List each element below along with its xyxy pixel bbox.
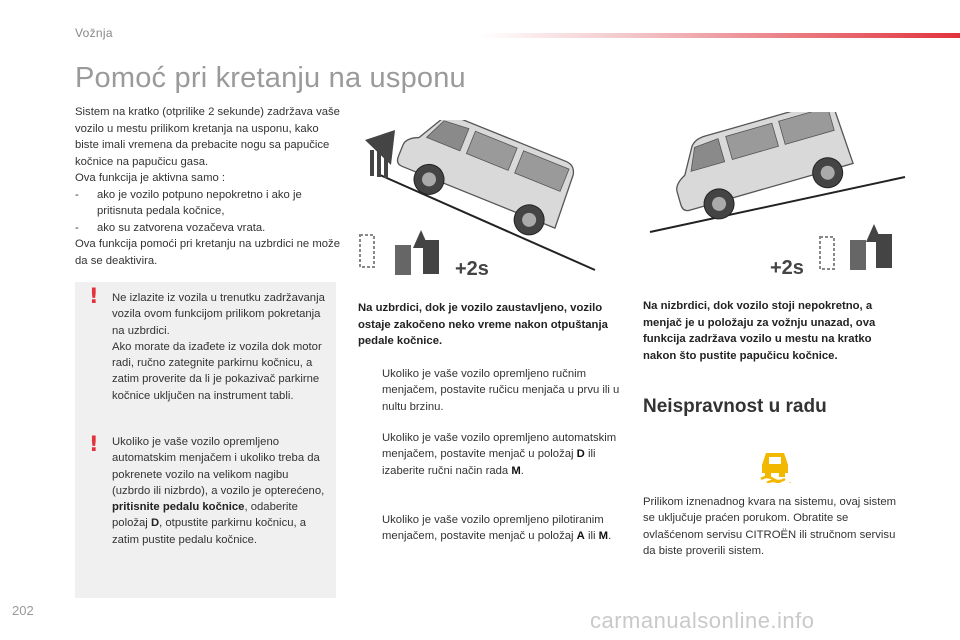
- warning-icon: !: [89, 432, 99, 456]
- downhill-caption: Na nizbrdici, dok vozilo stoji nepokretno, a menjač je u položaju za vožnju unazad, ova funkcija zadržava vozilo u mestu na kratko nakon što pustite papučicu kočnice.: [643, 300, 876, 362]
- intro-condition-item: - ako je vozilo potpuno nepokretno i ako je pritisnuta pedala kočnice,: [75, 188, 302, 217]
- bullet-piloted-gearbox: Ukoliko je vaše vozilo opremljeno pilotiranim menjačem, postavite menjač u položaj A ili M.: [358, 512, 620, 545]
- uphill-caption: Na uzbrdici, dok je vozilo zaustavljeno, vozilo ostaje zakočeno neko vreme nakon otpuštanja pedale kočnice.: [358, 302, 608, 347]
- bullet-icon: [358, 512, 382, 545]
- intro-note: Ova funkcija pomoći pri kretanju na uzbrdici ne može da se deaktivira.: [75, 238, 340, 267]
- pedal-icon: [820, 224, 892, 270]
- intro-condition-heading: Ova funkcija je aktivna samo :: [75, 172, 226, 184]
- uphill-timer-badge: +2s: [455, 258, 489, 280]
- intro-condition-item: - ako su zatvorena vozačeva vrata.: [75, 221, 266, 234]
- pedal-icon: [360, 230, 439, 275]
- page-number: 202: [12, 603, 34, 618]
- warning-text-automatic: Ukoliko je vaše vozilo opremljeno automatskim menjačem i ukoliko treba da pokrenete vozilo na velikom nagibu (uzbrdo ili nizbrdo), a vozilo je opterećeno, pritisnite pedalu kočnice, odaberite položaj D, otpustite parkirnu kočnicu, a zatim pustite pedalu kočnice.: [112, 436, 325, 546]
- bullet-icon: [358, 430, 382, 479]
- section-label: Vožnja: [75, 26, 113, 40]
- bullet-manual-gearbox: Ukoliko je vaše vozilo opremljeno ručnim menjačem, postavite ručicu menjača u prvu ili u nultu brzinu.: [358, 366, 620, 415]
- intro-text: [75, 104, 340, 269]
- warning-light-icon: [757, 449, 793, 483]
- warning-text-exit: Ne izlazite iz vozila u trenutku zadržavanja vozila ovom funkcijom prilikom pokretanja na uzbrdici. Ako morate da izađete iz vozila dok motor radi, ručno zategnite parkirnu kočnicu, a zatim proverite da li je pokazivač parkirne kočnice uključen na instrument tabli.: [112, 292, 325, 402]
- uphill-car-illustration: [355, 120, 615, 288]
- intro-paragraph: Sistem na kratko (otprilike 2 sekunde) zadržava vaše vozilo u mestu prilikom kretanja na usponu, kako biste imali vremena da prebacite nogu sa papučice kočnice na papučicu gasa.: [75, 106, 340, 168]
- header-rule: [480, 33, 960, 38]
- downhill-car-illustration: [640, 112, 910, 288]
- downhill-timer-badge: +2s: [770, 257, 804, 279]
- fault-heading: Neispravnost u radu: [643, 396, 827, 417]
- fault-text: Prilikom iznenadnog kvara na sistemu, ovaj sistem se uključuje praćen porukom. Obratite se ovlašćenom servisu CITROËN ili stručnom servisu da biste proverili sistem.: [643, 496, 897, 557]
- page-title: Pomoć pri kretanju na usponu: [75, 62, 466, 94]
- bullet-automatic-gearbox: Ukoliko je vaše vozilo opremljeno automatskim menjačem, postavite menjač u položaj D ili izaberite ručni način rada M.: [358, 430, 620, 479]
- watermark-text: carmanualsonline.info: [590, 608, 815, 633]
- warning-box: [75, 282, 336, 598]
- warning-icon: !: [89, 284, 99, 308]
- bullet-icon: [358, 366, 382, 415]
